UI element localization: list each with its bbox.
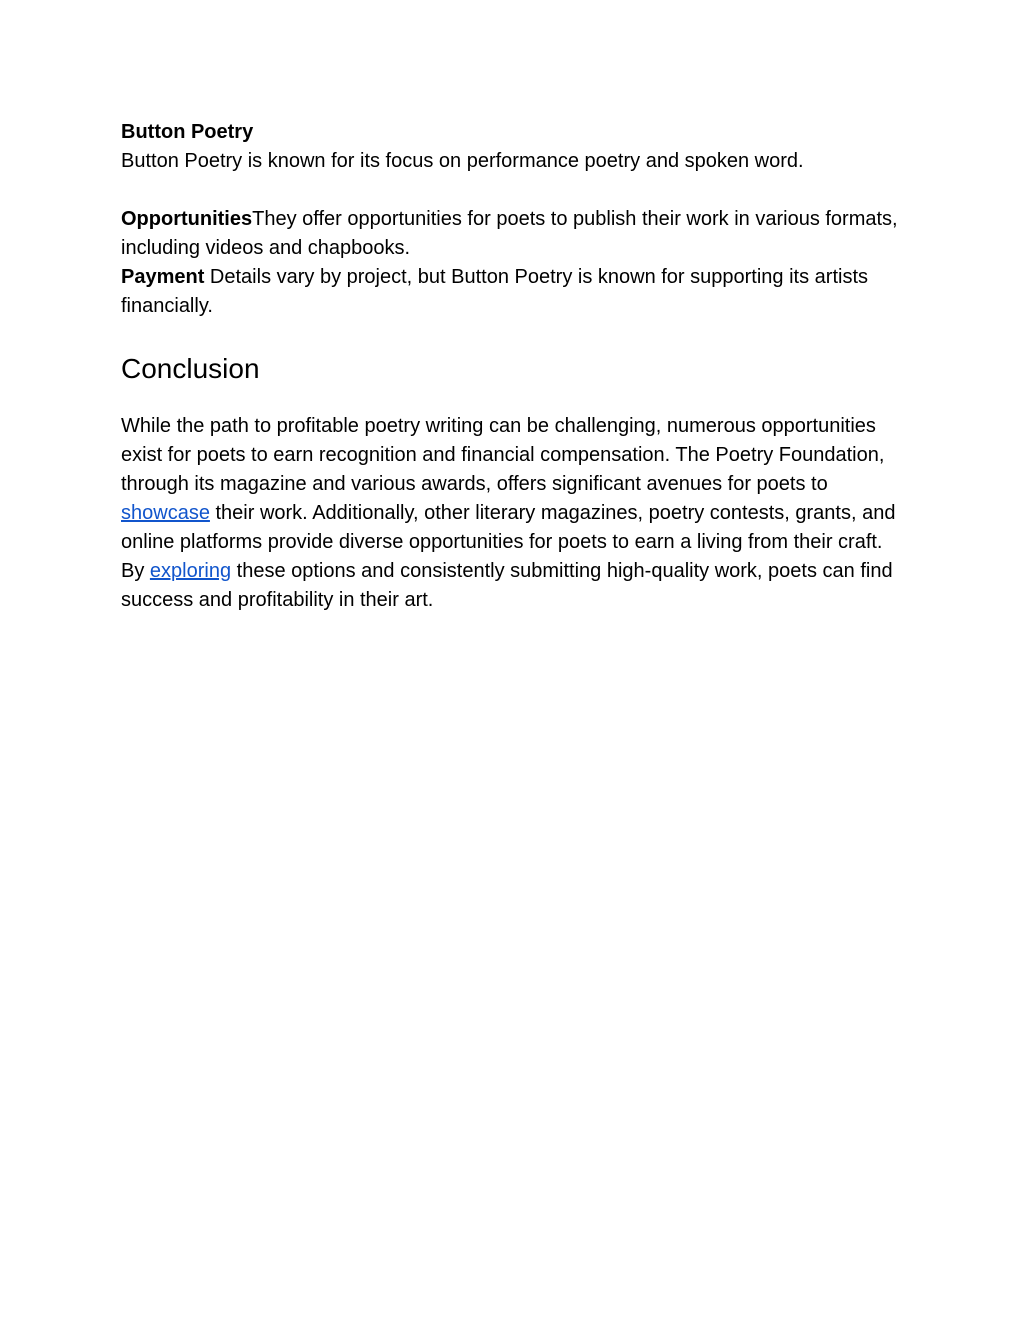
opportunities-label: Opportunities	[121, 208, 253, 230]
showcase-link[interactable]: showcase	[121, 502, 210, 524]
section-title: Button Poetry	[121, 121, 254, 143]
conclusion-paragraph	[121, 412, 911, 615]
conclusion-text-part3: these options and consistently submitting high-quality work, poets can find success and profitability in their art.	[121, 560, 893, 611]
payment-label: Payment	[121, 266, 205, 288]
paragraph-spacer	[121, 176, 911, 205]
conclusion-text-part2: their work. Additionally, other literary magazines, poetry contests, grants, and online platforms provide diverse opportunities for poets to earn a living from their craft. By	[121, 502, 896, 582]
conclusion-heading: Conclusion	[121, 353, 260, 384]
exploring-link[interactable]: exploring	[149, 560, 232, 582]
opportunities-text: They offer opportunities for poets to publish their work in various formats, including videos and chapbooks.	[121, 208, 898, 259]
conclusion-text-part1: While the path to profitable poetry writing can be challenging, numerous opportunities exist for poets to earn recognition and financial compensation. The Poetry Foundation, through its magazine and various awards, offers significant avenues for poets to	[121, 415, 885, 495]
opportunities-paragraph	[121, 205, 911, 263]
section-intro: Button Poetry is known for its focus on performance poetry and spoken word.	[121, 150, 804, 172]
document-page	[121, 118, 911, 615]
payment-text: Details vary by project, but Button Poetry is known for supporting its artists financially.	[121, 266, 868, 317]
payment-paragraph	[121, 263, 911, 321]
